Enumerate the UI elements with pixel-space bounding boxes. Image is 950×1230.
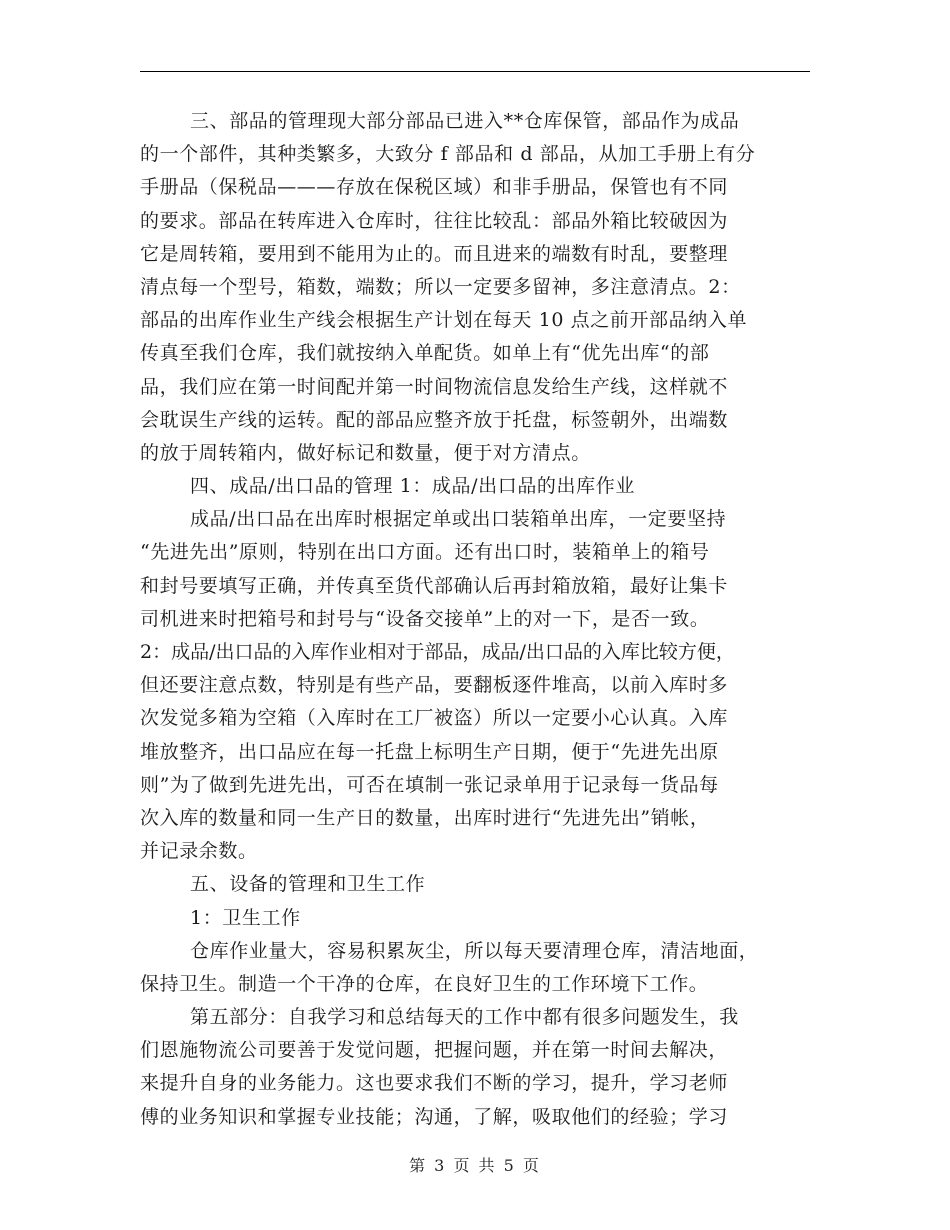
text-line: 传真至我们仓库，我们就按纳入单配货。如单上有“优先出库“的部 [140, 342, 710, 365]
text-line: 仓库作业量大，容易积累灰尘，所以每天要清理仓库，清洁地面， [190, 939, 759, 962]
header-rule [140, 71, 810, 72]
subsection-heading: 1：卫生工作 [190, 906, 301, 929]
text-line: 手册品（保税品———存放在保税区域）和非手册品，保管也有不同 [140, 176, 729, 199]
text-line: 并记录余数。 [140, 840, 258, 863]
text-line: 则”为了做到先进先出，可否在填制一张记录单用于记录每一货品每 [140, 773, 719, 796]
text-line: 的要求。部品在转库进入仓库时，往往比较乱：部品外箱比较破因为 [140, 209, 729, 232]
text-line: 清点每一个型号，箱数，端数；所以一定要多留神，多注意清点。2： [140, 275, 741, 298]
page-footer: 第 3 页 共 5 页 [409, 1156, 541, 1175]
text-line: 堆放整齐，出口品应在每一托盘上标明生产日期，便于“先进先出原 [140, 740, 719, 763]
text-line: 的放于周转箱内，做好标记和数量，便于对方清点。 [140, 441, 591, 464]
text-line: 保持卫生。制造一个干净的仓库，在良好卫生的工作环境下工作。 [140, 972, 709, 995]
text-line: “先进先出”原则，特别在出口方面。还有出口时，装箱单上的箱号 [140, 541, 710, 564]
text-line: 司机进来时把箱号和封号与“设备交接单”上的对一下，是否一致。 [140, 607, 710, 630]
text-line: 成品/出口品在出库时根据定单或出口装箱单出库，一定要坚持 [190, 508, 727, 531]
text-line: 的一个部件，其种类繁多，大致分 f 部品和 d 部品，从加工手册上有分 [140, 143, 756, 166]
text-line: 但还要注意点数，特别是有些产品，要翻板逐件堆高，以前入库时多 [140, 674, 729, 697]
text-line: 和封号要填写正确，并传真至货代部确认后再封箱放箱，最好让集卡 [140, 574, 729, 597]
text-line: 次入库的数量和同一生产日的数量，出库时进行“先进先出”销帐， [140, 806, 710, 829]
text-line: 傅的业务知识和掌握专业技能；沟通，了解，吸取他们的经验；学习 [140, 1105, 729, 1128]
text-line: 会耽误生产线的运转。配的部品应整齐放于托盘，标签朝外，出端数 [140, 408, 729, 431]
text-line: 它是周转箱，要用到不能用为止的。而且进来的端数有时乱，要整理 [140, 242, 729, 265]
text-line: 们恩施物流公司要善于发觉问题，把握问题，并在第一时间去解决， [140, 1039, 729, 1062]
section-heading: 四、成品/出口品的管理 1：成品/出口品的出库作业 [190, 475, 635, 498]
text-line: 次发觉多箱为空箱（入库时在工厂被盗）所以一定要小心认真。入库 [140, 707, 729, 730]
section-heading: 五、设备的管理和卫生工作 [190, 873, 426, 896]
text-line: 部品的出库作业生产线会根据生产计划在每天 10 点之前开部品纳入单 [140, 309, 748, 332]
text-line: 三、部品的管理现大部分部品已进入**仓库保管，部品作为成品 [190, 110, 740, 132]
text-line: 2：成品/出口品的入库作业相对于部品，成品/出口品的入库比较方便， [140, 641, 735, 663]
text-line: 品，我们应在第一时间配并第一时间物流信息发给生产线，这样就不 [140, 375, 729, 398]
text-line: 第五部分：自我学习和总结每天的工作中都有很多问题发生，我 [190, 1006, 739, 1029]
document-body [140, 105, 820, 1134]
text-line: 来提升自身的业务能力。这也要求我们不断的学习，提升，学习老师 [140, 1072, 729, 1095]
